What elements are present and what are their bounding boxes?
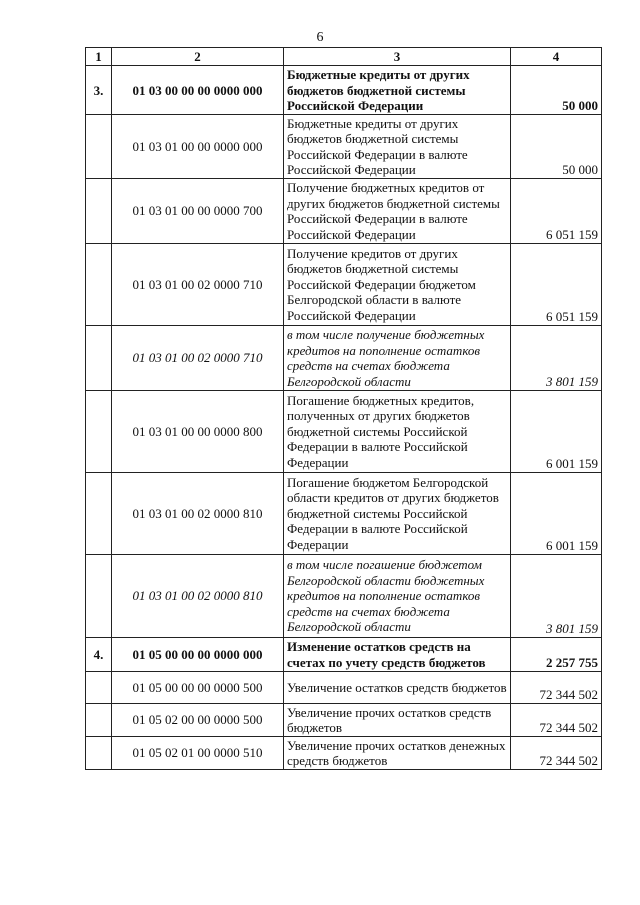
- budget-code: 01 03 01 00 02 0000 810: [112, 554, 284, 637]
- header-col-3: 3: [284, 48, 511, 66]
- header-col-4: 4: [511, 48, 602, 66]
- amount: 72 344 502: [511, 703, 602, 736]
- budget-sources-table: [85, 47, 602, 770]
- budget-code: 01 03 01 00 00 0000 700: [112, 178, 284, 243]
- page-number: 6: [316, 30, 324, 45]
- table-header-row: [86, 48, 602, 66]
- row-number: [86, 390, 112, 472]
- table-row: [86, 66, 602, 115]
- budget-code: 01 03 01 00 02 0000 710: [112, 243, 284, 325]
- amount: 50 000: [511, 114, 602, 178]
- source-name: Увеличение прочих остатков денежных средств бюджетов: [284, 736, 511, 769]
- source-name: Увеличение прочих остатков средств бюджетов: [284, 703, 511, 736]
- amount: 72 344 502: [511, 671, 602, 703]
- table-row: [86, 671, 602, 703]
- table-row: [86, 703, 602, 736]
- row-number: 3.: [86, 66, 112, 115]
- table-row: [86, 472, 602, 554]
- source-name: в том числе погашение бюджетом Белгородской области бюджетных кредитов на пополнение остатков средств на счетах бюджета Белгородской области: [284, 554, 511, 637]
- row-number: [86, 178, 112, 243]
- table-row: [86, 637, 602, 671]
- source-name: Погашение бюджетом Белгородской области кредитов от других бюджетов бюджетной системы Российской Федерации в валюте Российской Федерации: [284, 472, 511, 554]
- budget-code: 01 03 01 00 02 0000 810: [112, 472, 284, 554]
- amount: 6 001 159: [511, 390, 602, 472]
- table-row: [86, 325, 602, 390]
- source-name: Получение бюджетных кредитов от других бюджетов бюджетной системы Российской Федерации в валюте Российской Федерации: [284, 178, 511, 243]
- amount: 2 257 755: [511, 637, 602, 671]
- budget-code: 01 03 01 00 00 0000 800: [112, 390, 284, 472]
- table-row: [86, 243, 602, 325]
- source-name: Погашение бюджетных кредитов, полученных от других бюджетов бюджетной системы Российской Федерации в валюте Российской Федерации: [284, 390, 511, 472]
- row-number: [86, 703, 112, 736]
- row-number: [86, 325, 112, 390]
- source-name: Изменение остатков средств на счетах по учету средств бюджетов: [284, 637, 511, 671]
- table-row: [86, 178, 602, 243]
- amount: 3 801 159: [511, 325, 602, 390]
- source-name: Увеличение остатков средств бюджетов: [284, 671, 511, 703]
- budget-code: 01 05 02 00 00 0000 500: [112, 703, 284, 736]
- budget-code: 01 05 00 00 00 0000 000: [112, 637, 284, 671]
- budget-code: 01 05 00 00 00 0000 500: [112, 671, 284, 703]
- source-name: в том числе получение бюджетных кредитов на пополнение остатков средств на счетах бюджета Белгородской области: [284, 325, 511, 390]
- row-number: 4.: [86, 637, 112, 671]
- budget-code: 01 03 00 00 00 0000 000: [112, 66, 284, 115]
- row-number: [86, 472, 112, 554]
- table-row: [86, 736, 602, 769]
- budget-code: 01 03 01 00 00 0000 000: [112, 114, 284, 178]
- amount: 72 344 502: [511, 736, 602, 769]
- table-row: [86, 554, 602, 637]
- row-number: [86, 114, 112, 178]
- source-name: Бюджетные кредиты от других бюджетов бюджетной системы Российской Федерации: [284, 66, 511, 115]
- table-row: [86, 390, 602, 472]
- header-col-1: 1: [86, 48, 112, 66]
- budget-code: 01 03 01 00 02 0000 710: [112, 325, 284, 390]
- amount: 6 001 159: [511, 472, 602, 554]
- row-number: [86, 554, 112, 637]
- amount: 50 000: [511, 66, 602, 115]
- row-number: [86, 671, 112, 703]
- table-row: [86, 114, 602, 178]
- amount: 6 051 159: [511, 178, 602, 243]
- row-number: [86, 736, 112, 769]
- amount: 3 801 159: [511, 554, 602, 637]
- row-number: [86, 243, 112, 325]
- amount: 6 051 159: [511, 243, 602, 325]
- budget-code: 01 05 02 01 00 0000 510: [112, 736, 284, 769]
- header-col-2: 2: [112, 48, 284, 66]
- source-name: Бюджетные кредиты от других бюджетов бюджетной системы Российской Федерации в валюте Российской Федерации: [284, 114, 511, 178]
- source-name: Получение кредитов от других бюджетов бюджетной системы Российской Федерации бюджетом Белгородской области в валюте Российской Федерации: [284, 243, 511, 325]
